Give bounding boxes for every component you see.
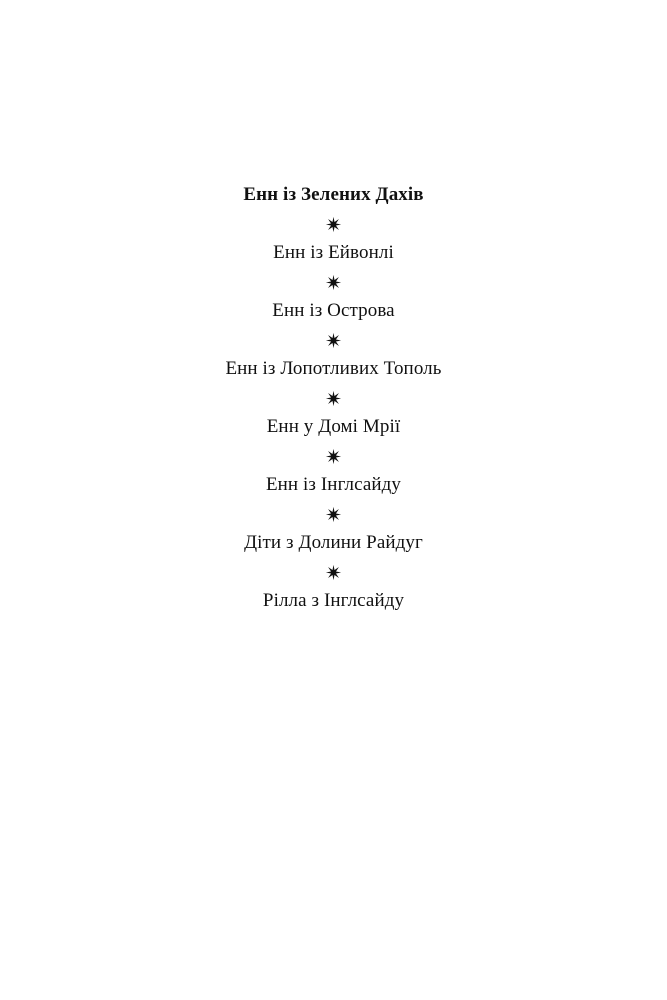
- star-separator: [0, 325, 667, 355]
- star-separator: [0, 441, 667, 471]
- eight-pointed-star-icon: [325, 506, 342, 523]
- book-series-list: [0, 181, 667, 615]
- eight-pointed-star-icon: [325, 274, 342, 291]
- book-title-current: Енн із Зелених Дахів: [243, 184, 424, 205]
- star-separator: [0, 267, 667, 297]
- book-title: Рілла з Інглсайду: [262, 590, 405, 611]
- eight-pointed-star-icon: [325, 448, 342, 465]
- eight-pointed-star-icon: [325, 332, 342, 349]
- book-title: Енн із Ейвонлі: [273, 242, 394, 263]
- star-separator: [0, 383, 667, 413]
- star-separator: [0, 209, 667, 239]
- eight-pointed-star-icon: [325, 564, 342, 581]
- book-title: Енн із Інглсайду: [265, 474, 402, 495]
- book-title: Енн із Лопотливих Тополь: [225, 358, 442, 379]
- eight-pointed-star-icon: [325, 216, 342, 233]
- star-separator: [0, 499, 667, 529]
- star-separator: [0, 557, 667, 587]
- book-title: Діти з Долини Райдуг: [244, 532, 423, 553]
- book-title: Енн у Домі Мрії: [266, 416, 401, 437]
- eight-pointed-star-icon: [325, 390, 342, 407]
- book-title: Енн із Острова: [272, 300, 395, 321]
